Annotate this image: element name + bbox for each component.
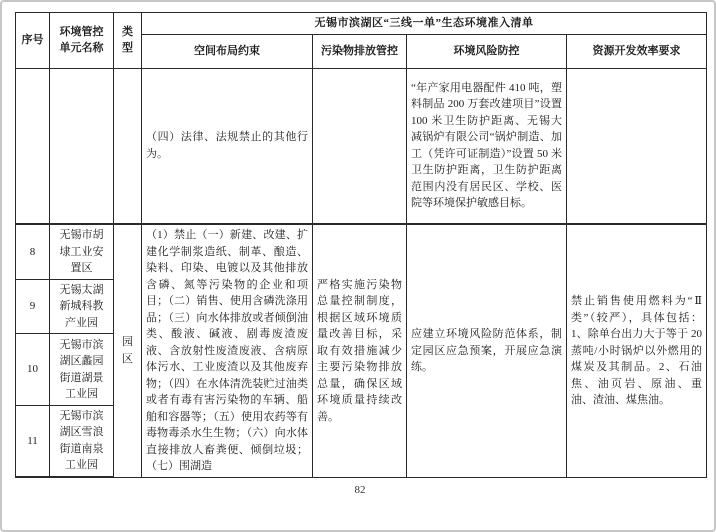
continuation-row	[16, 68, 707, 224]
cell-risk-group: 应建立环境风险防范体系，制定园区应急预案，开展应急演练。	[407, 224, 567, 477]
cell-pollutant-group: 严格实施污染物总量控制制度，根据区域环境质量改善目标，采取有效措施减少主要污染物排放总量，确保区域环境质量持续改善。	[313, 224, 407, 477]
col-header-serial: 序号	[16, 13, 50, 69]
col-header-unit-name	[50, 13, 114, 69]
table-row-8	[16, 224, 707, 279]
cell-name-10	[50, 334, 114, 405]
col-header-unit-name-text: 环境管控单元名称	[59, 25, 104, 55]
unit-name-text: 无锡市滨湖区雪浪街道南泉工业园	[59, 409, 104, 472]
cell-serial-empty	[16, 68, 50, 224]
table-title-row	[16, 13, 707, 35]
eco-access-list-table	[15, 12, 707, 478]
cell-name-9	[50, 279, 114, 334]
cell-resource-empty	[567, 68, 707, 224]
cell-type-group: 园区	[114, 224, 142, 477]
table-title: 无锡市滨湖区“三线一单”生态环境准入清单	[142, 13, 707, 35]
page-number: 82	[354, 484, 366, 496]
unit-name-text: 无锡市胡埭工业安置区	[59, 229, 104, 275]
cell-pollutant-empty	[313, 68, 407, 224]
col-header-risk: 环境风险防控	[407, 34, 567, 68]
col-header-type: 类型	[114, 13, 142, 69]
col-header-spatial: 空间布局约束	[142, 34, 313, 68]
cell-resource-group: 禁止销售使用燃料为“Ⅱ类”（较严），具体包括：1、除单台出力大于等于 20 蒸吨/小时锅炉以外燃用的煤炭及其制品。2、石油焦、油页岩、原油、重油、渣油、煤焦油。	[567, 224, 707, 477]
cell-type-empty	[114, 68, 142, 224]
col-header-resource: 资源开发效率要求	[567, 34, 707, 68]
cell-serial-11: 11	[16, 405, 50, 477]
cell-spatial-group: （1）禁止（一）新建、改建、扩建化学制浆造纸、制革、酿造、染料、印染、电镀以及其他排放含磷、氮等污染物的企业和项目；（二）销售、使用含磷洗涤用品；（三）向水体排放或者倾倒油类、酸液、碱液、剧毒废渣废液、含放射性废渣废液、含病原体污水、工业废渣以及其他废弃物；（四）在水体清洗装贮过油类或者有毒有害污染物的车辆、船舶和容器等；（五）使用农药等有毒物毒杀水生生物；（六）向水体直接排放人畜粪便、倾倒垃圾；（七）围湖造	[142, 224, 313, 477]
unit-name-text: 无锡市滨湖区蠡园街道湖景工业园	[59, 338, 104, 401]
cell-risk-continuation: “年产家用电器配件 410 吨，塑料制品 200 万套改建项目”设置 100 米卫生防护距离、无锡大减锅炉有限公司“锅炉制造、加工（凭许可证制造）”设置 50 米卫生防护距离，卫生防护距离范围内没有居民区、学校、医院等环境保护敏感目标。	[407, 68, 567, 224]
cell-name-empty	[50, 68, 114, 224]
cell-name-8	[50, 224, 114, 279]
unit-name-text: 无锡太湖新城科教产业园	[59, 283, 104, 329]
cell-spatial-continuation: （四）法律、法规禁止的其他行为。	[142, 68, 313, 224]
cell-serial-10: 10	[16, 334, 50, 405]
col-header-pollutant: 污染物排放管控	[313, 34, 407, 68]
cell-name-11	[50, 405, 114, 477]
cell-serial-8: 8	[16, 224, 50, 279]
cell-serial-9: 9	[16, 279, 50, 334]
